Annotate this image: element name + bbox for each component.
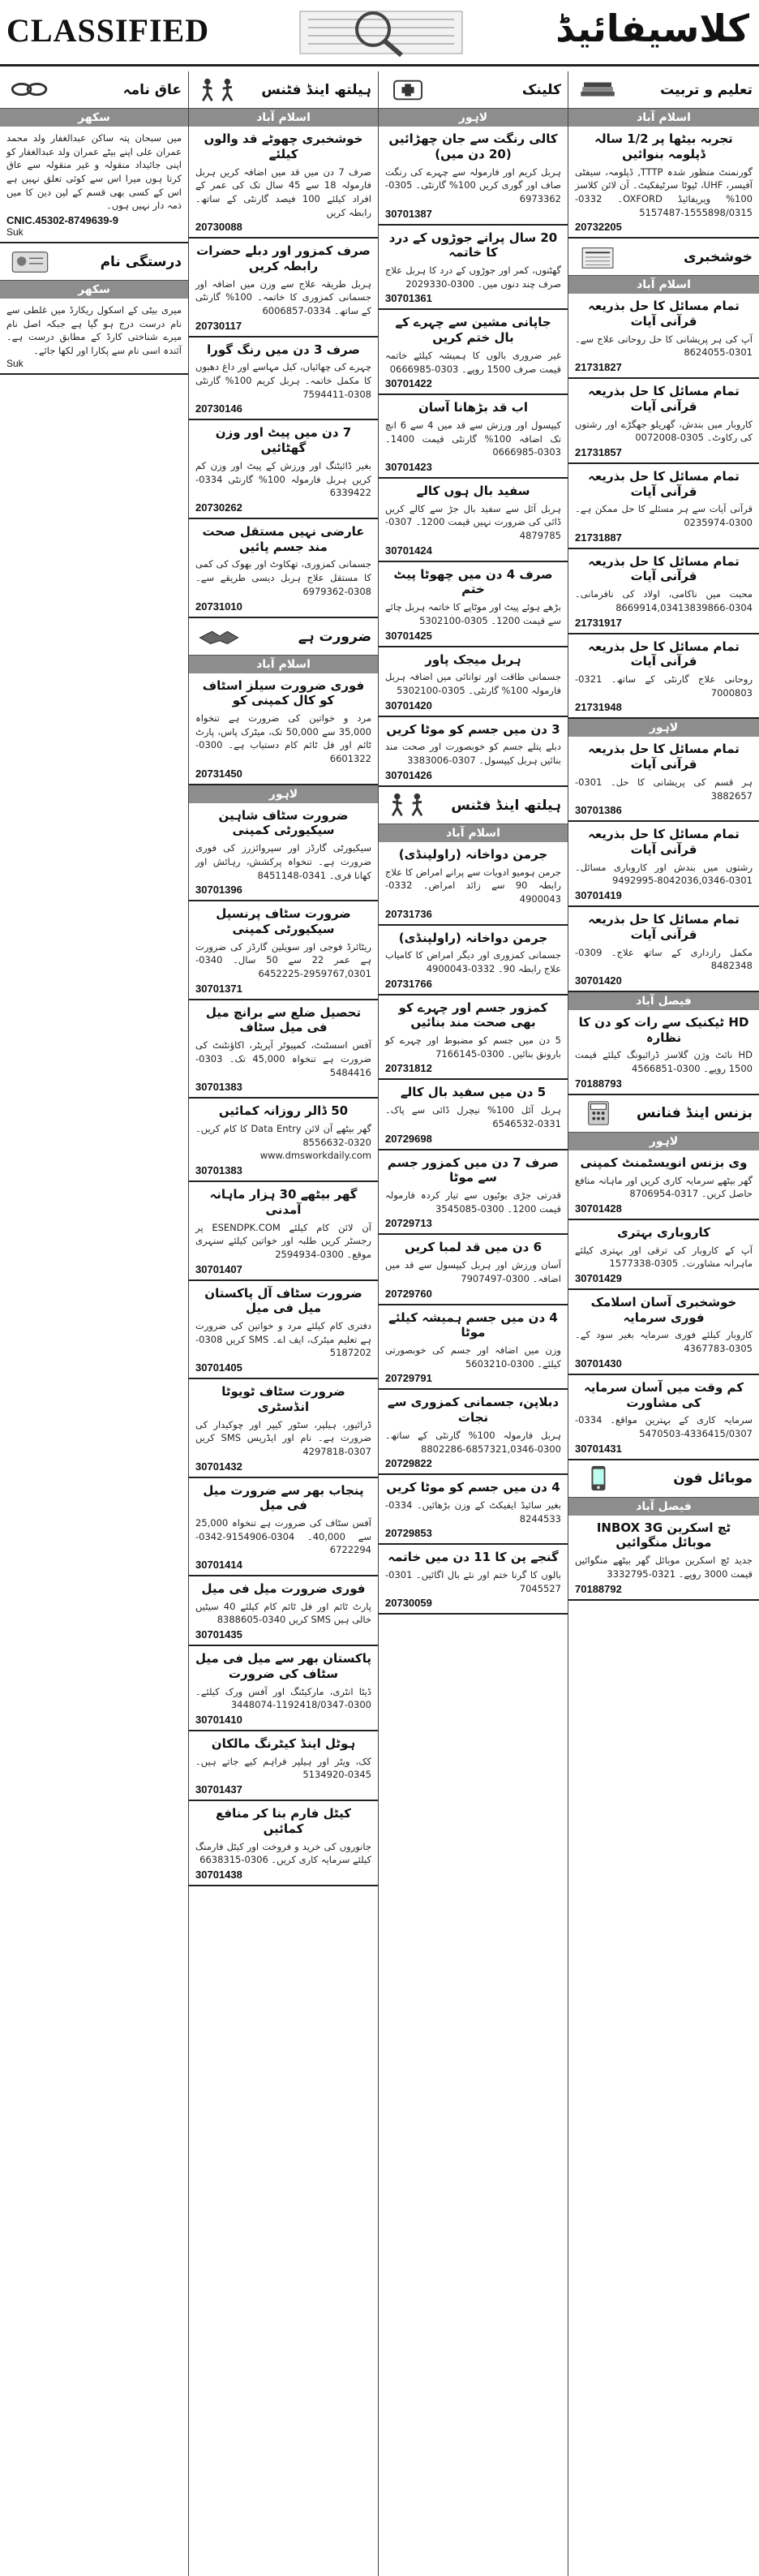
- ad-code: 30701423: [385, 460, 432, 473]
- ad-code: 30701383: [195, 1081, 242, 1094]
- ad-body: وزن میں اضافہ اور جسم کی خوبصورتی کیلئے۔ 0300-5603210: [385, 1344, 561, 1370]
- ad-body: ہربل آئل 100% نیچرل ڈائی سے پاک۔ 0331-6546532: [385, 1104, 561, 1129]
- ad-body: رشتوں میں بندش اور کاروباری مسائل۔ 0301-8042036,0346-9492995: [575, 861, 753, 887]
- ad-code: 20731450: [195, 767, 242, 780]
- ad-code: 30701396: [195, 884, 242, 897]
- category-title: ہیلتھ اینڈ فٹنس: [451, 797, 561, 814]
- ad-code: 30701426: [385, 768, 432, 781]
- ad-title: فوری ضرورت سیلز اسٹاف کو کال کمپنی کو: [202, 677, 365, 708]
- ad-title: جرمن دواخانہ (راولپنڈی): [398, 930, 548, 945]
- ad-code: 30701438: [195, 1868, 242, 1881]
- classified-ad: [568, 379, 759, 464]
- ad-code: 30701430: [575, 1357, 622, 1370]
- ad-title: فوری ضرورت میل فی میل: [201, 1581, 366, 1597]
- ad-code: 30701383: [195, 1164, 242, 1176]
- ad-body: بالوں کا گرنا ختم اور نئے بال اگائیں۔ 0301-7045527: [385, 1569, 561, 1594]
- classified-ad: [568, 1010, 759, 1095]
- ad-body: پارٹ ٹائم اور فل ٹائم کام کیلئے 40 سیٹیں خالی ہیں SMS کریں 0340-8388605: [195, 1600, 371, 1626]
- ad-code: 20729853: [385, 1527, 432, 1540]
- classified-ad: [189, 1182, 378, 1281]
- classified-ad: [568, 907, 759, 992]
- ad-body: صرف 7 دن میں قد میں اضافہ کریں ہربل فارمولہ 18 سے 45 سال تک کی عمر کے افراد کیلئے 100 فیصد گارنٹی کے ساتھ۔ رابطہ کریں: [195, 166, 371, 218]
- handshake-icon: [195, 622, 242, 650]
- ad-title: اب قد بڑھانا آسان: [418, 400, 528, 415]
- ad-location-tag: Suk: [6, 226, 24, 239]
- ad-title: تمام مسائل کا حل بذریعہ قرآنی آیات: [588, 742, 740, 772]
- city-bar: سکھر: [0, 109, 188, 127]
- classified-ad: [568, 634, 759, 720]
- ad-body: بغیر ڈائیٹنگ اور ورزش کے پیٹ اور وزن کم کریں ہربل فارمولہ 100% گارنٹی 0334-6339422: [195, 459, 371, 499]
- classified-ad: [379, 926, 568, 996]
- ad-title: کمزور جسم اور چہرے کو بھی صحت مند بنائیں: [398, 1000, 548, 1030]
- column-3: [378, 71, 568, 2576]
- ad-code: CNIC.45302-8749639-9: [6, 214, 119, 227]
- category-title: ہیلتھ اینڈ فٹنس: [261, 82, 371, 98]
- ad-title: ٹچ اسکرین INBOX 3G موبائل منگوائیں: [596, 1520, 731, 1550]
- ad-body: ڈیٹا انٹری، مارکیٹنگ اور آفس ورک کیلئے۔ 0300-1192418/0347-3448074: [195, 1685, 371, 1711]
- ad-code: 30701431: [575, 1442, 622, 1455]
- city-bar: فیصل آباد: [568, 1498, 759, 1516]
- ad-title: ضرورت سٹاف شاہین سیکیورٹی کمپنی: [218, 807, 349, 838]
- ad-body: میں سبحان پتہ ساکن عبدالغفار ولد محمد عمران علی اپنے بیٹے عمران ولد عبدالغفار کو اپنی جائیداد منقولہ و غیر منقولہ سے عاق کرتا ہوں میرا اس سے کوئی تعلق نہیں ہے اس کے کسی بھی قسم کے لین دین کا میں ذمہ دار نہیں ہوں۔: [6, 132, 182, 212]
- id-card-icon: [6, 248, 54, 276]
- ad-body: ہربل کریم اور فارمولہ سے چہرے کی رنگت صاف اور گوری کریں 100% گارنٹی۔ 0305-6973362: [385, 166, 562, 204]
- category-title: عاق نامہ: [122, 82, 182, 98]
- ad-body: دفتری کام کیلئے مرد و خواتین کی ضرورت ہے تعلیم میٹرک، ایف اے۔ SMS کریں 0308-5187202: [195, 1320, 372, 1359]
- ad-body: آپ کے کاروبار کی ترقی اور بہتری کیلئے ماہرانہ مشاورت۔ 0305-1577338: [575, 1244, 753, 1270]
- ad-title: 50 ڈالر روزانہ کمائیں: [218, 1103, 349, 1119]
- ad-code: 30701424: [385, 544, 432, 557]
- ad-body: 5 دن میں جسم کو مضبوط اور چہرے کو بارونق بنائیں۔ 0300-7166145: [385, 1034, 561, 1060]
- classified-ad: [379, 395, 568, 479]
- ad-body: آفس اسسٹنٹ، کمپیوٹر آپریٹر، اکاؤنٹنٹ کی ضرورت ہے تنخواہ 45,000 تک۔ 0303-5484416: [195, 1039, 371, 1078]
- city-bar: اسلام آباد: [189, 656, 378, 673]
- ad-body: جانوروں کی خرید و فروخت اور کیٹل فارمنگ کیلئے سرمایہ کاری کریں۔ 0306-6638315: [195, 1840, 371, 1866]
- ad-body: ہربل طریقہ علاج سے وزن میں اضافہ اور جسمانی کمزوری کا خاتمہ۔ 100% گارنٹی کے ساتھ۔ 0334-6006857: [195, 277, 371, 317]
- classified-ad: [189, 901, 378, 1000]
- city-bar: فیصل آباد: [568, 992, 759, 1010]
- ad-title: تمام مسائل کا حل بذریعہ قرآنی آیات: [588, 912, 740, 942]
- column-1: [0, 71, 188, 2576]
- ad-code: 20731812: [385, 1062, 432, 1075]
- classified-ad: [189, 1379, 378, 1478]
- category-title: تعلیم و تربیت: [660, 81, 753, 98]
- ad-title: کم وقت میں آسان سرمایہ کی مشاورت: [583, 1379, 744, 1410]
- ad-body: روحانی علاج گارنٹی کے ساتھ۔ 0321-7000803: [575, 673, 753, 699]
- category-title: ضرورت ہے: [298, 628, 371, 645]
- ad-body: کاروبار میں بندش، گھریلو جھگڑے اور رشتوں کی رکاوٹ۔ 0305-0072008: [575, 418, 753, 444]
- category-title: خوشخبری: [684, 248, 753, 265]
- mobile-phone-icon: [575, 1464, 622, 1492]
- classified-ad: [379, 562, 568, 647]
- ad-title: پاکستان بھر سے میل فی میل سٹاف کی ضرورت: [195, 1651, 371, 1681]
- ad-body: جسمانی کمزوری، تھکاوٹ اور بھوک کی کمی کا مستقل علاج ہربل دیسی طریقے سے۔ 0308-6979362: [195, 558, 371, 597]
- ad-title: ضرورت سٹاف آل پاکستان میل فی میل: [204, 1285, 362, 1316]
- ad-title: وی بزنس انویسٹمنٹ کمپنی: [580, 1155, 748, 1170]
- classified-ad: [568, 1150, 759, 1220]
- classified-ad: [379, 996, 568, 1081]
- ad-location-tag: Suk: [6, 357, 24, 369]
- ad-title: تمام مسائل کا حل بذریعہ قرآنی آیات: [588, 639, 740, 669]
- ad-body: گھر بیٹھے سرمایہ کاری کریں اور ماہانہ منافع حاصل کریں۔ 0317-8706954: [575, 1174, 753, 1200]
- ad-body: جرمن ہومیو ادویات سے پرانے امراض کا علاج رابطہ 90 سے زائد امراض۔ 0332-4900043: [385, 866, 561, 905]
- ad-code: 21731857: [575, 445, 622, 458]
- ad-title: ہربل میجک پاور: [425, 652, 521, 667]
- classified-ad: [568, 822, 759, 907]
- classified-ad: [189, 1576, 378, 1646]
- ad-code: 20731736: [385, 907, 432, 920]
- ad-code: 30701414: [195, 1559, 242, 1572]
- ad-title: 20 سال پرانے جوڑوں کے درد کا خاتمہ: [388, 230, 558, 260]
- ad-code: 21731827: [575, 361, 622, 374]
- ad-code: 30701387: [385, 207, 432, 220]
- ad-body: HD نائٹ وژن گلاسز ڈرائیونگ کیلئے قیمت 1500 روپے۔ 0300-4566851: [575, 1049, 753, 1075]
- ad-code: 30701422: [385, 377, 432, 390]
- ad-code: 20732205: [575, 221, 622, 234]
- category-title: کلینک: [521, 81, 561, 98]
- ad-body: چہرے کی چھائیاں، کیل مہاسے اور داغ دھبوں کا مکمل خاتمہ۔ ہربل کریم 100% گارنٹی 0308-7594411: [195, 361, 371, 400]
- ad-code: 30701420: [575, 974, 622, 987]
- ad-code: 30701435: [195, 1628, 242, 1641]
- ad-body: کاروبار کیلئے فوری سرمایہ بغیر سود کے۔ 0305-4367783: [575, 1329, 753, 1355]
- ad-title: پنجاب بھر سے ضرورت میل فی میل: [203, 1482, 364, 1513]
- ad-body: گورنمنٹ منظور شدہ TTTP, ڈپلومہ، سیفٹی آفیسر، UHF، ٹیوٹا سرٹیفکیٹ۔ آن لائن کلاسز 100% ویریفائیڈ OXFORD۔ 0332-1555898/0315-5157487: [575, 166, 753, 218]
- ad-code: 20731010: [195, 600, 242, 613]
- ad-code: 30701407: [195, 1262, 242, 1275]
- ad-code: 20730059: [385, 1597, 432, 1610]
- header-title-english: CLASSIFIED: [6, 12, 210, 49]
- ad-code: 21731887: [575, 531, 622, 544]
- ad-code: 30701419: [575, 889, 622, 902]
- category-header: [568, 1095, 759, 1133]
- ad-title: ضرورت سٹاف پرنسپل سیکیورٹی کمپنی: [216, 906, 351, 936]
- classified-ad: [568, 127, 759, 239]
- ad-body: آپ کی ہر پریشانی کا حل روحانی علاج سے۔ 0301-8624055: [575, 333, 753, 359]
- ad-title: تجربہ بیٹھا پر 1/2 سالہ ڈپلومہ بنوائیں: [594, 131, 733, 161]
- classified-ad: [189, 127, 378, 239]
- category-header: [568, 239, 759, 276]
- ad-body: جدید ٹچ اسکرین موبائل گھر بیٹھے منگوائیں قیمت 3000 روپے۔ 0321-3332795: [575, 1555, 753, 1580]
- ad-body: بغیر سائیڈ ایفیکٹ کے وزن بڑھائیں۔ 0334-8244533: [385, 1499, 561, 1525]
- ad-title: تمام مسائل کا حل بذریعہ قرآنی آیات: [588, 299, 740, 329]
- ad-body: ڈرائیور، ہیلپر، سٹور کیپر اور چوکیدار کی ضرورت ہے۔ نام اور ایڈریس SMS کریں 0307-4297818: [195, 1418, 372, 1457]
- classified-ad: [568, 464, 759, 549]
- city-bar: لاہور: [379, 109, 568, 127]
- ad-title: دبلاپن، جسمانی کمزوری سے نجات: [387, 1395, 560, 1426]
- classified-ad: [568, 1375, 759, 1460]
- classified-ad: [189, 1731, 378, 1801]
- column-2: [188, 71, 378, 2576]
- ad-title: صرف 3 دن میں رنگ گورا: [207, 342, 360, 357]
- ad-code: 30701386: [575, 804, 622, 817]
- ad-title: تمام مسائل کا حل بذریعہ قرآنی آیات: [588, 468, 740, 499]
- fitness-icon: [385, 791, 432, 819]
- city-bar: لاہور: [568, 1133, 759, 1150]
- ad-code: 20730088: [195, 221, 242, 234]
- classified-ad: [379, 1150, 568, 1236]
- newspaper-magnifier-icon: [268, 5, 511, 58]
- ad-title: صرف 7 دن میں کمزور جسم سے موٹا: [387, 1155, 560, 1185]
- ad-body: کک، ویٹر اور ہیلپر فراہم کیے جاتے ہیں۔ 0345-5134920: [195, 1755, 371, 1781]
- header-title-urdu: کلاسیفائیڈ: [555, 6, 749, 50]
- calculator-icon: [575, 1099, 622, 1127]
- ad-code: 20729791: [385, 1372, 432, 1385]
- classified-ad: [189, 803, 378, 902]
- classified-ad: [189, 338, 378, 421]
- ad-body: بڑھے ہوئے پیٹ اور موٹاپے کا خاتمہ ہربل چائے سے قیمت 1200۔ 0305-5302100: [385, 601, 561, 626]
- ad-body: سرمایہ کاری کے بہترین مواقع۔ 0334-4336415/0307-5470503: [575, 1414, 753, 1439]
- ad-code: 21731948: [575, 701, 622, 714]
- classified-ad: [189, 1281, 378, 1380]
- category-header: [189, 71, 378, 109]
- classified-ad: [379, 479, 568, 562]
- classified-ad: [568, 294, 759, 379]
- ad-title: کاروباری بہتری: [617, 1224, 710, 1240]
- city-bar: اسلام آباد: [379, 824, 568, 842]
- ad-code: 30701425: [385, 629, 432, 642]
- ad-code: 30701420: [385, 699, 432, 712]
- fitness-icon: [195, 76, 242, 104]
- category-title: بزنس اینڈ فنانس: [636, 1105, 753, 1122]
- classified-ad: [189, 1099, 378, 1182]
- ad-body: ہربل فارمولہ 100% گارنٹی کے ساتھ۔ 0300-6857321,0346-8802286: [385, 1429, 562, 1455]
- ad-title: 3 دن میں جسم کو موٹا کریں: [386, 721, 560, 737]
- ad-title: تمام مسائل کا حل بذریعہ قرآنی آیات: [588, 827, 740, 857]
- ad-body: دبلے پتلے جسم کو خوبصورت اور صحت مند بنائیں ہربل کیپسول۔ 0307-3383006: [385, 741, 561, 767]
- column-4: [568, 71, 759, 2576]
- ad-title: ہوٹل اینڈ کیٹرنگ مالکان: [211, 1736, 356, 1751]
- ad-code: 20730146: [195, 402, 242, 415]
- category-header: [0, 71, 188, 109]
- classified-ad: [379, 1475, 568, 1545]
- classified-ad: [0, 299, 188, 375]
- classified-ad: [189, 519, 378, 618]
- classified-ad: [379, 647, 568, 717]
- ad-body: جسمانی طاقت اور توانائی میں اضافہ ہربل فارمولہ 100% گارنٹی۔ 0305-5302100: [385, 671, 561, 696]
- ad-title: 5 دن میں سفید بال کالے: [400, 1085, 547, 1100]
- ad-code: 30701437: [195, 1783, 242, 1796]
- ad-body: قرآنی آیات سے ہر مسئلے کا حل ممکن ہے۔ 0300-0235974: [575, 503, 753, 529]
- ad-title: عارضی نہیں مستقل صحت مند جسم پائیں: [202, 523, 365, 554]
- ad-title: جرمن دواخانہ (راولپنڈی): [398, 846, 548, 862]
- ad-body: آفس سٹاف کی ضرورت ہے تنخواہ 25,000 سے 40,000۔ 0304-9154906-0342-6722294: [195, 1517, 371, 1556]
- chain-icon: [6, 76, 54, 104]
- ad-code: 20729713: [385, 1217, 432, 1230]
- city-bar: لاہور: [189, 785, 378, 803]
- ad-title: تمام مسائل کا حل بذریعہ قرآنی آیات: [588, 384, 740, 414]
- ad-title: خوشخبری آسان اسلامک فوری سرمایہ: [590, 1294, 737, 1325]
- ad-body: محبت میں ناکامی، اولاد کی نافرمانی۔ 0304-8669914,03413839866: [575, 588, 753, 613]
- ad-title: کیٹل فارم بنا کر منافع کمائیں: [216, 1806, 351, 1836]
- classified-ad: [568, 549, 759, 634]
- classified-ad: [379, 226, 568, 311]
- ad-body: مرد و خواتین کی ضرورت ہے تنخواہ 35,000 سے 50,000 تک، میٹرک پاس، پارٹ ٹائم اور فل ٹائم کام دستیاب ہے۔ 0300-6601322: [195, 712, 371, 765]
- ad-title: صرف 4 دن میں چھوٹا پیٹ ختم: [393, 566, 553, 597]
- classified-ad: [568, 1516, 759, 1601]
- category-header: [568, 1460, 759, 1498]
- ad-code: 20729822: [385, 1457, 432, 1470]
- ad-title: گھر بیٹھے 30 ہزار ماہانہ آمدنی: [209, 1187, 358, 1217]
- ad-code: 21731917: [575, 616, 622, 629]
- ad-title: 4 دن میں جسم ہمیشہ کیلئے موٹا: [388, 1310, 558, 1340]
- ad-body: سیکیورٹی گارڈز اور سپروائزرز کی فوری ضرورت ہے۔ تنخواہ پرکشش، رہائش اور کھانا فری۔ 0341-8451148: [195, 842, 371, 881]
- classified-ad: [189, 420, 378, 519]
- ad-title: HD ٹیکنیک سے رات کو دن کا نظارہ: [578, 1014, 749, 1045]
- classified-ad: [568, 1220, 759, 1290]
- medical-icon: [385, 76, 432, 104]
- ad-code: 30701405: [195, 1361, 242, 1374]
- ad-title: ضرورت سٹاف ٹویوٹا انڈسٹری: [221, 1384, 345, 1414]
- classified-ad: [568, 737, 759, 822]
- ad-body: گھر بیٹھے آن لائن Data Entry کا کام کریں۔ 0320-8556632 www.dmsworkdaily.com: [195, 1122, 372, 1162]
- classified-ad: [379, 1390, 568, 1475]
- ad-code: 30701410: [195, 1714, 242, 1726]
- ad-code: 20730117: [195, 319, 242, 332]
- ad-code: 70188792: [575, 1582, 622, 1595]
- ad-title: گنجے پن کا 11 دن میں خاتمہ: [388, 1550, 559, 1565]
- city-bar: سکھر: [0, 281, 188, 299]
- classified-ad: [189, 1646, 378, 1731]
- newspaper-icon: [575, 243, 622, 271]
- ad-title: صرف کمزور اور دبلے حضرات رابطہ کریں: [196, 243, 371, 273]
- ad-body: قدرتی جڑی بوٹیوں سے تیار کردہ فارمولہ قیمت 1200۔ 0300-3545085: [385, 1189, 561, 1215]
- ad-title: 6 دن میں قد لمبا کریں: [404, 1240, 542, 1255]
- page-header: [0, 0, 759, 67]
- ad-body: آسان ورزش اور ہربل کیپسول سے قد میں اضافہ۔ 0300-7907497: [385, 1259, 561, 1284]
- ad-body: جسمانی کمزوری اور دیگر امراض کا کامیاب علاج رابطہ 90۔ 0332-4900043: [385, 949, 561, 974]
- classified-ad: [379, 127, 568, 226]
- category-title: موبائل فون: [673, 1470, 753, 1487]
- ad-code: 20730262: [195, 501, 242, 514]
- category-header: [568, 71, 759, 109]
- city-bar: اسلام آباد: [568, 276, 759, 294]
- classified-ad: [379, 1080, 568, 1150]
- classified-ad: [0, 127, 188, 243]
- ad-code: 20729760: [385, 1287, 432, 1300]
- ad-code: 30701429: [575, 1271, 622, 1284]
- ad-title: تحصیل ضلع سے برانچ میل فی میل سٹاف: [205, 1004, 362, 1035]
- classified-ad: [189, 1801, 378, 1886]
- ad-title: 4 دن میں جسم کو موٹا کریں: [386, 1480, 560, 1495]
- ad-body: غیر ضروری بالوں کا ہمیشہ کیلئے خاتمہ قیمت صرف 1500 روپے۔ 0303-0666985: [385, 349, 561, 375]
- ad-body: میری بیٹی کے اسکول ریکارڈ میں غلطی سے نام درست درج ہو گیا ہے جبکہ اصل نام میرے شناختی کارڈ کے مطابق درست ہے۔ آئندہ اسی نام سے پکارا اور لکھا جائے۔: [6, 304, 182, 357]
- classified-ad: [568, 1290, 759, 1375]
- ad-code: 30701361: [385, 292, 432, 305]
- ad-title: 7 دن میں پیٹ اور وزن گھٹائیں: [215, 425, 352, 456]
- category-header: [379, 787, 568, 824]
- classified-ad: [379, 1545, 568, 1615]
- ad-title: تمام مسائل کا حل بذریعہ قرآنی آیات: [588, 553, 740, 584]
- category-title: درستگی نام: [100, 253, 182, 270]
- classified-ad: [189, 239, 378, 338]
- classified-ad: [379, 1305, 568, 1391]
- ad-code: 30701371: [195, 982, 242, 995]
- ad-body: مکمل رازداری کے ساتھ علاج۔ 0309-8482348: [575, 946, 753, 972]
- ad-body: آن لائن کام کیلئے ESENDPK.COM پر رجسٹر کریں طلبہ اور خواتین کیلئے سنہری موقع۔ 0300-2594934: [195, 1221, 371, 1260]
- classified-ad: [379, 1235, 568, 1305]
- ad-code: 20731766: [385, 977, 432, 990]
- ad-title: خوشخبری چھوٹے قد والوں کیلئے: [204, 131, 363, 161]
- ad-body: ہر قسم کی پریشانی کا حل۔ 0301-3882657: [575, 776, 753, 802]
- ad-code: 30701428: [575, 1202, 622, 1215]
- ad-body: کیپسول اور ورزش سے قد میں 4 سے 6 انچ تک اضافہ 100% گارنٹی قیمت 1400۔ 0303-0666985: [385, 419, 561, 458]
- classified-ad: [379, 310, 568, 395]
- ad-body: ہربل آئل سے سفید بال جڑ سے کالے کریں ڈائی کی ضرورت نہیں قیمت 1200۔ 0307-4879785: [385, 502, 561, 542]
- ad-code: 30701432: [195, 1460, 242, 1473]
- ad-body: گھٹنوں، کمر اور جوڑوں کے درد کا ہربل علاج صرف چند دنوں میں۔ 0300-2029330: [385, 264, 561, 290]
- category-header: [379, 71, 568, 109]
- city-bar: لاہور: [568, 719, 759, 737]
- ad-code: 70188793: [575, 1077, 622, 1090]
- classified-ad: [379, 842, 568, 926]
- city-bar: اسلام آباد: [568, 109, 759, 127]
- classified-ad: [189, 1000, 378, 1099]
- classified-ad: [189, 1478, 378, 1577]
- classified-ad: [379, 717, 568, 787]
- ad-title: جاپانی مشین سے چہرے کے بال ختم کریں: [395, 315, 551, 346]
- classified-ad: [189, 673, 378, 785]
- books-icon: [575, 76, 622, 104]
- ad-code: 20729698: [385, 1132, 432, 1145]
- category-header: [0, 243, 188, 281]
- city-bar: اسلام آباد: [189, 109, 378, 127]
- ad-body: ریٹائرڈ فوجی اور سویلین گارڈز کی ضرورت ہے عمر 22 سے 50 سال۔ 0340-2959767,0301-6452225: [195, 940, 372, 980]
- ad-title: سفید بال ہوں کالے: [416, 483, 530, 498]
- category-header: [189, 618, 378, 656]
- ad-title: کالی رنگت سے جان چھڑائیں (20 دن میں): [388, 131, 558, 161]
